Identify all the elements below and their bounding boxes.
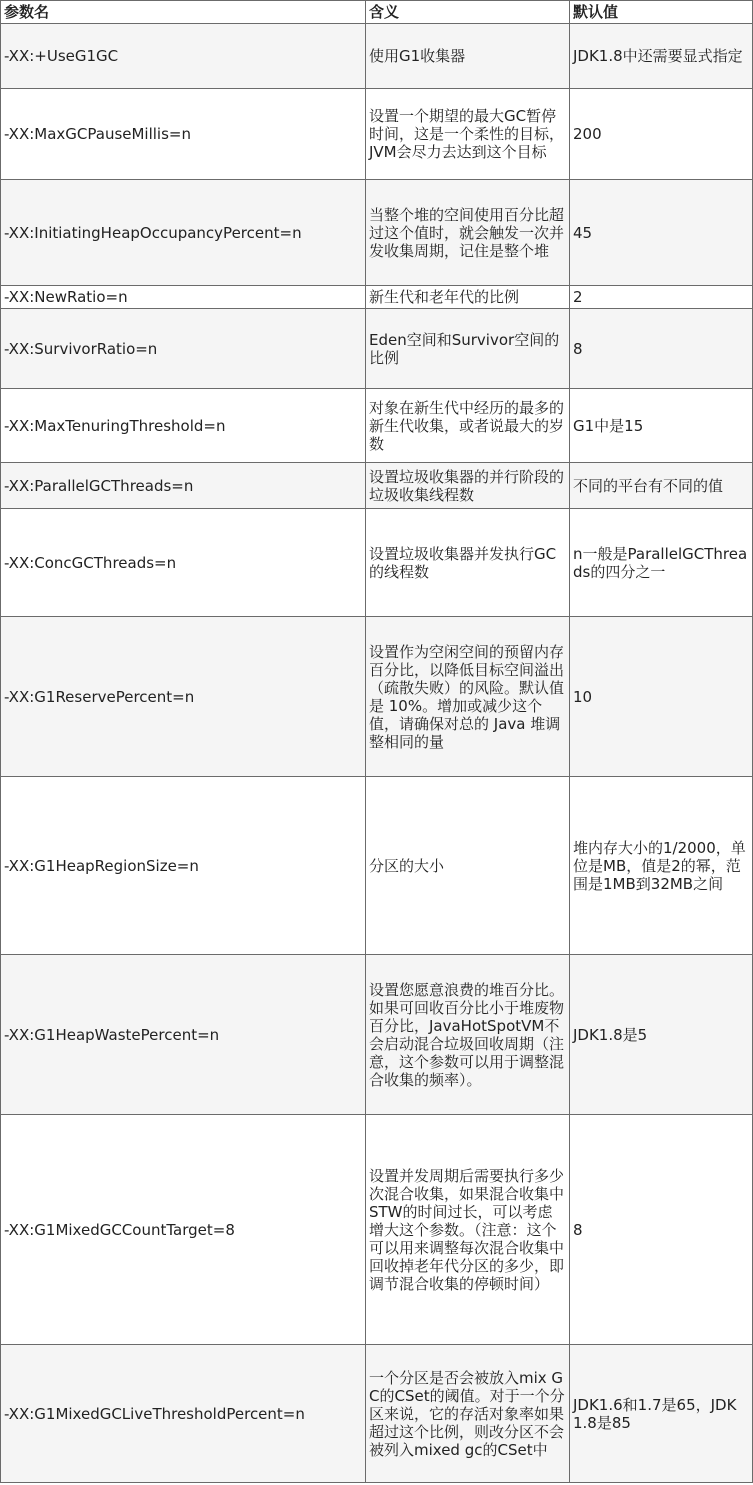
header-default: 默认值 [570,1,753,24]
meaning-cell: 设置垃圾收集器的并行阶段的垃圾收集线程数 [366,463,570,509]
meaning-cell: 对象在新生代中经历的最多的新生代收集，或者说最大的岁数 [366,389,570,463]
param-cell: -XX:SurvivorRatio=n [1,309,366,389]
header-param: 参数名 [1,1,366,24]
table-row [1,1115,753,1345]
default-cell: 200 [570,89,753,180]
param-cell: -XX:G1ReservePercent=n [1,617,366,777]
param-cell: -XX:MaxTenuringThreshold=n [1,389,366,463]
table-row [1,180,753,286]
meaning-cell: 设置垃圾收集器并发执行GC的线程数 [366,509,570,617]
meaning-cell: 新生代和老年代的比例 [366,286,570,309]
meaning-cell: 设置一个期望的最大GC暂停时间，这是一个柔性的目标，JVM会尽力去达到这个目标 [366,89,570,180]
table-row [1,389,753,463]
default-cell: 45 [570,180,753,286]
param-cell: -XX:G1MixedGCLiveThresholdPercent=n [1,1345,366,1483]
param-cell: -XX:InitiatingHeapOccupancyPercent=n [1,180,366,286]
meaning-cell: Eden空间和Survivor空间的比例 [366,309,570,389]
param-cell: -XX:ConcGCThreads=n [1,509,366,617]
param-cell: -XX:G1MixedGCCountTarget=8 [1,1115,366,1345]
meaning-cell: 一个分区是否会被放入mix GC的CSet的阈值。对于一个分区来说，它的存活对象率如果超过这个比例，则改分区不会被列入mixed gc的CSet中 [366,1345,570,1483]
default-cell: 8 [570,1115,753,1345]
meaning-cell: 使用G1收集器 [366,24,570,89]
default-cell: 2 [570,286,753,309]
table-row [1,777,753,955]
table-row [1,955,753,1115]
table-row [1,1345,753,1483]
meaning-cell: 当整个堆的空间使用百分比超过这个值时，就会触发一次并发收集周期，记住是整个堆 [366,180,570,286]
default-cell: 10 [570,617,753,777]
meaning-cell: 设置作为空闲空间的预留内存百分比，以降低目标空间溢出（疏散失败）的风险。默认值是 10%。增加或减少这个值，请确保对总的 Java 堆调整相同的量 [366,617,570,777]
table-row [1,309,753,389]
table-row [1,509,753,617]
table-row [1,463,753,509]
header-row [1,1,753,24]
param-cell: -XX:ParallelGCThreads=n [1,463,366,509]
default-cell: 8 [570,309,753,389]
meaning-cell: 分区的大小 [366,777,570,955]
param-cell: -XX:G1HeapWastePercent=n [1,955,366,1115]
header-meaning: 含义 [366,1,570,24]
default-cell: G1中是15 [570,389,753,463]
meaning-cell: 设置您愿意浪费的堆百分比。如果可回收百分比小于堆废物百分比，JavaHotSpotVM不会启动混合垃圾回收周期（注意，这个参数可以用于调整混合收集的频率）。 [366,955,570,1115]
meaning-cell: 设置并发周期后需要执行多少次混合收集，如果混合收集中STW的时间过长，可以考虑增大这个参数。（注意：这个可以用来调整每次混合收集中回收掉老年代分区的多少，即调节混合收集的停顿时间） [366,1115,570,1345]
default-cell: n一般是ParallelGCThreads的四分之一 [570,509,753,617]
param-cell: -XX:G1HeapRegionSize=n [1,777,366,955]
param-cell: -XX:NewRatio=n [1,286,366,309]
default-cell: 不同的平台有不同的值 [570,463,753,509]
table-row [1,24,753,89]
table-row [1,89,753,180]
table-row [1,286,753,309]
param-cell: -XX:+UseG1GC [1,24,366,89]
table-row [1,617,753,777]
default-cell: 堆内存大小的1/2000，单位是MB，值是2的幂，范围是1MB到32MB之间 [570,777,753,955]
default-cell: JDK1.6和1.7是65，JDK1.8是85 [570,1345,753,1483]
default-cell: JDK1.8是5 [570,955,753,1115]
default-cell: JDK1.8中还需要显式指定 [570,24,753,89]
param-cell: -XX:MaxGCPauseMillis=n [1,89,366,180]
